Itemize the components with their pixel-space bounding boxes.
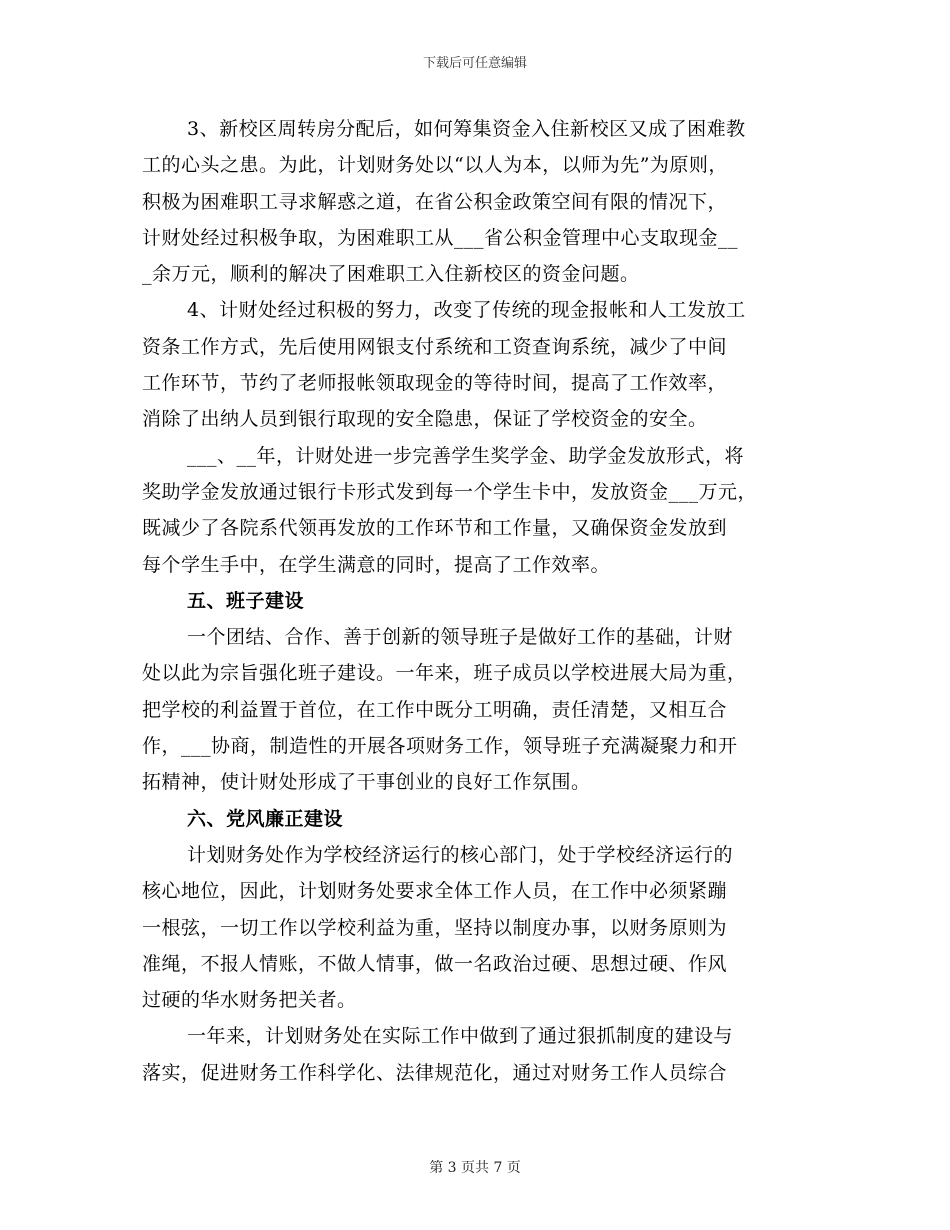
text-line: 工的心头之患。为此，计划财务处以“以人为本，以师为先”为原则， [142, 154, 728, 177]
document-body [142, 111, 822, 1091]
section-heading: 六、党风廉正建设 [187, 807, 344, 830]
text-line: 消除了出纳人员到银行取现的安全隐患，保证了学校资金的安全。 [142, 408, 708, 431]
text-line: 奖助学金发放通过银行卡形式发到每一个学生卡中，发放资金___万元， [142, 480, 758, 503]
text-line: 落实，促进财务工作科学化、法律规范化，通过对财务工作人员综合 [142, 1061, 728, 1084]
text-line: 核心地位，因此，计划财务处要求全体工作人员，在工作中必须紧蹦 [142, 880, 728, 903]
text-line: 过硬的华水财务把关者。 [142, 989, 357, 1012]
text-line: 工作环节，节约了老师报帐领取现金的等待时间，提高了工作效率， [142, 372, 728, 395]
page-footer: 第 3 页共 7 页 [429, 1160, 521, 1176]
text-line: 拓精神，使计财处形成了干事创业的良好工作氛围。 [142, 771, 591, 794]
text-line: 一根弦，一切工作以学校利益为重，坚持以制度办事，以财务原则为 [142, 916, 728, 939]
text-line: 处以此为宗旨强化班子建设。一年来，班子成员以学校进展大局为重， [142, 662, 747, 685]
text-line: 一个团结、合作、善于创新的领导班子是做好工作的基础，计财 [187, 626, 734, 649]
text-line: 准绳，不报人情账，不做人情事，做一名政治过硬、思想过硬、作风 [142, 952, 728, 975]
text-line: 一年来，计划财务处在实际工作中做到了通过狠抓制度的建设与 [187, 1025, 734, 1048]
text-line: 每个学生手中，在学生满意的同时，提高了工作效率。 [142, 553, 611, 576]
page-header: 下载后可任意编辑 [422, 56, 527, 71]
text-line: ___、__年，计财处进一步完善学生奖学金、助学金发放形式，将 [187, 444, 745, 467]
text-line: 积极为困难职工寻求解惑之道，在省公积金政策空间有限的情况下， [142, 190, 728, 213]
text-line: 3、新校区周转房分配后，如何筹集资金入住新校区又成了困难教 [187, 118, 746, 140]
text-line: 资条工作方式，先后使用网银支付系统和工资查询系统，减少了中间 [142, 335, 728, 358]
text-line: 把学校的利益置于首位，在工作中既分工明确，责任清楚，又相互合 [142, 698, 728, 721]
section-heading: 五、班子建设 [187, 589, 305, 612]
text-line: 既减少了各院系代领再发放的工作环节和工作量，又确保资金发放到 [142, 517, 728, 540]
text-line: 4、计财处经过积极的努力，改变了传统的现金报帐和人工发放工 [187, 299, 746, 322]
text-line: _余万元，顺利的解决了困难职工入住新校区的资金问题。 [142, 263, 640, 286]
text-line: 计划财务处作为学校经济运行的核心部门，处于学校经济运行的 [187, 843, 734, 866]
text-line: 作，___协商，制造性的开展各项财务工作，领导班子充满凝聚力和开 [142, 735, 738, 758]
text-line: 计财处经过积极争取，为困难职工从___省公积金管理中心支取现金__ [142, 226, 739, 249]
